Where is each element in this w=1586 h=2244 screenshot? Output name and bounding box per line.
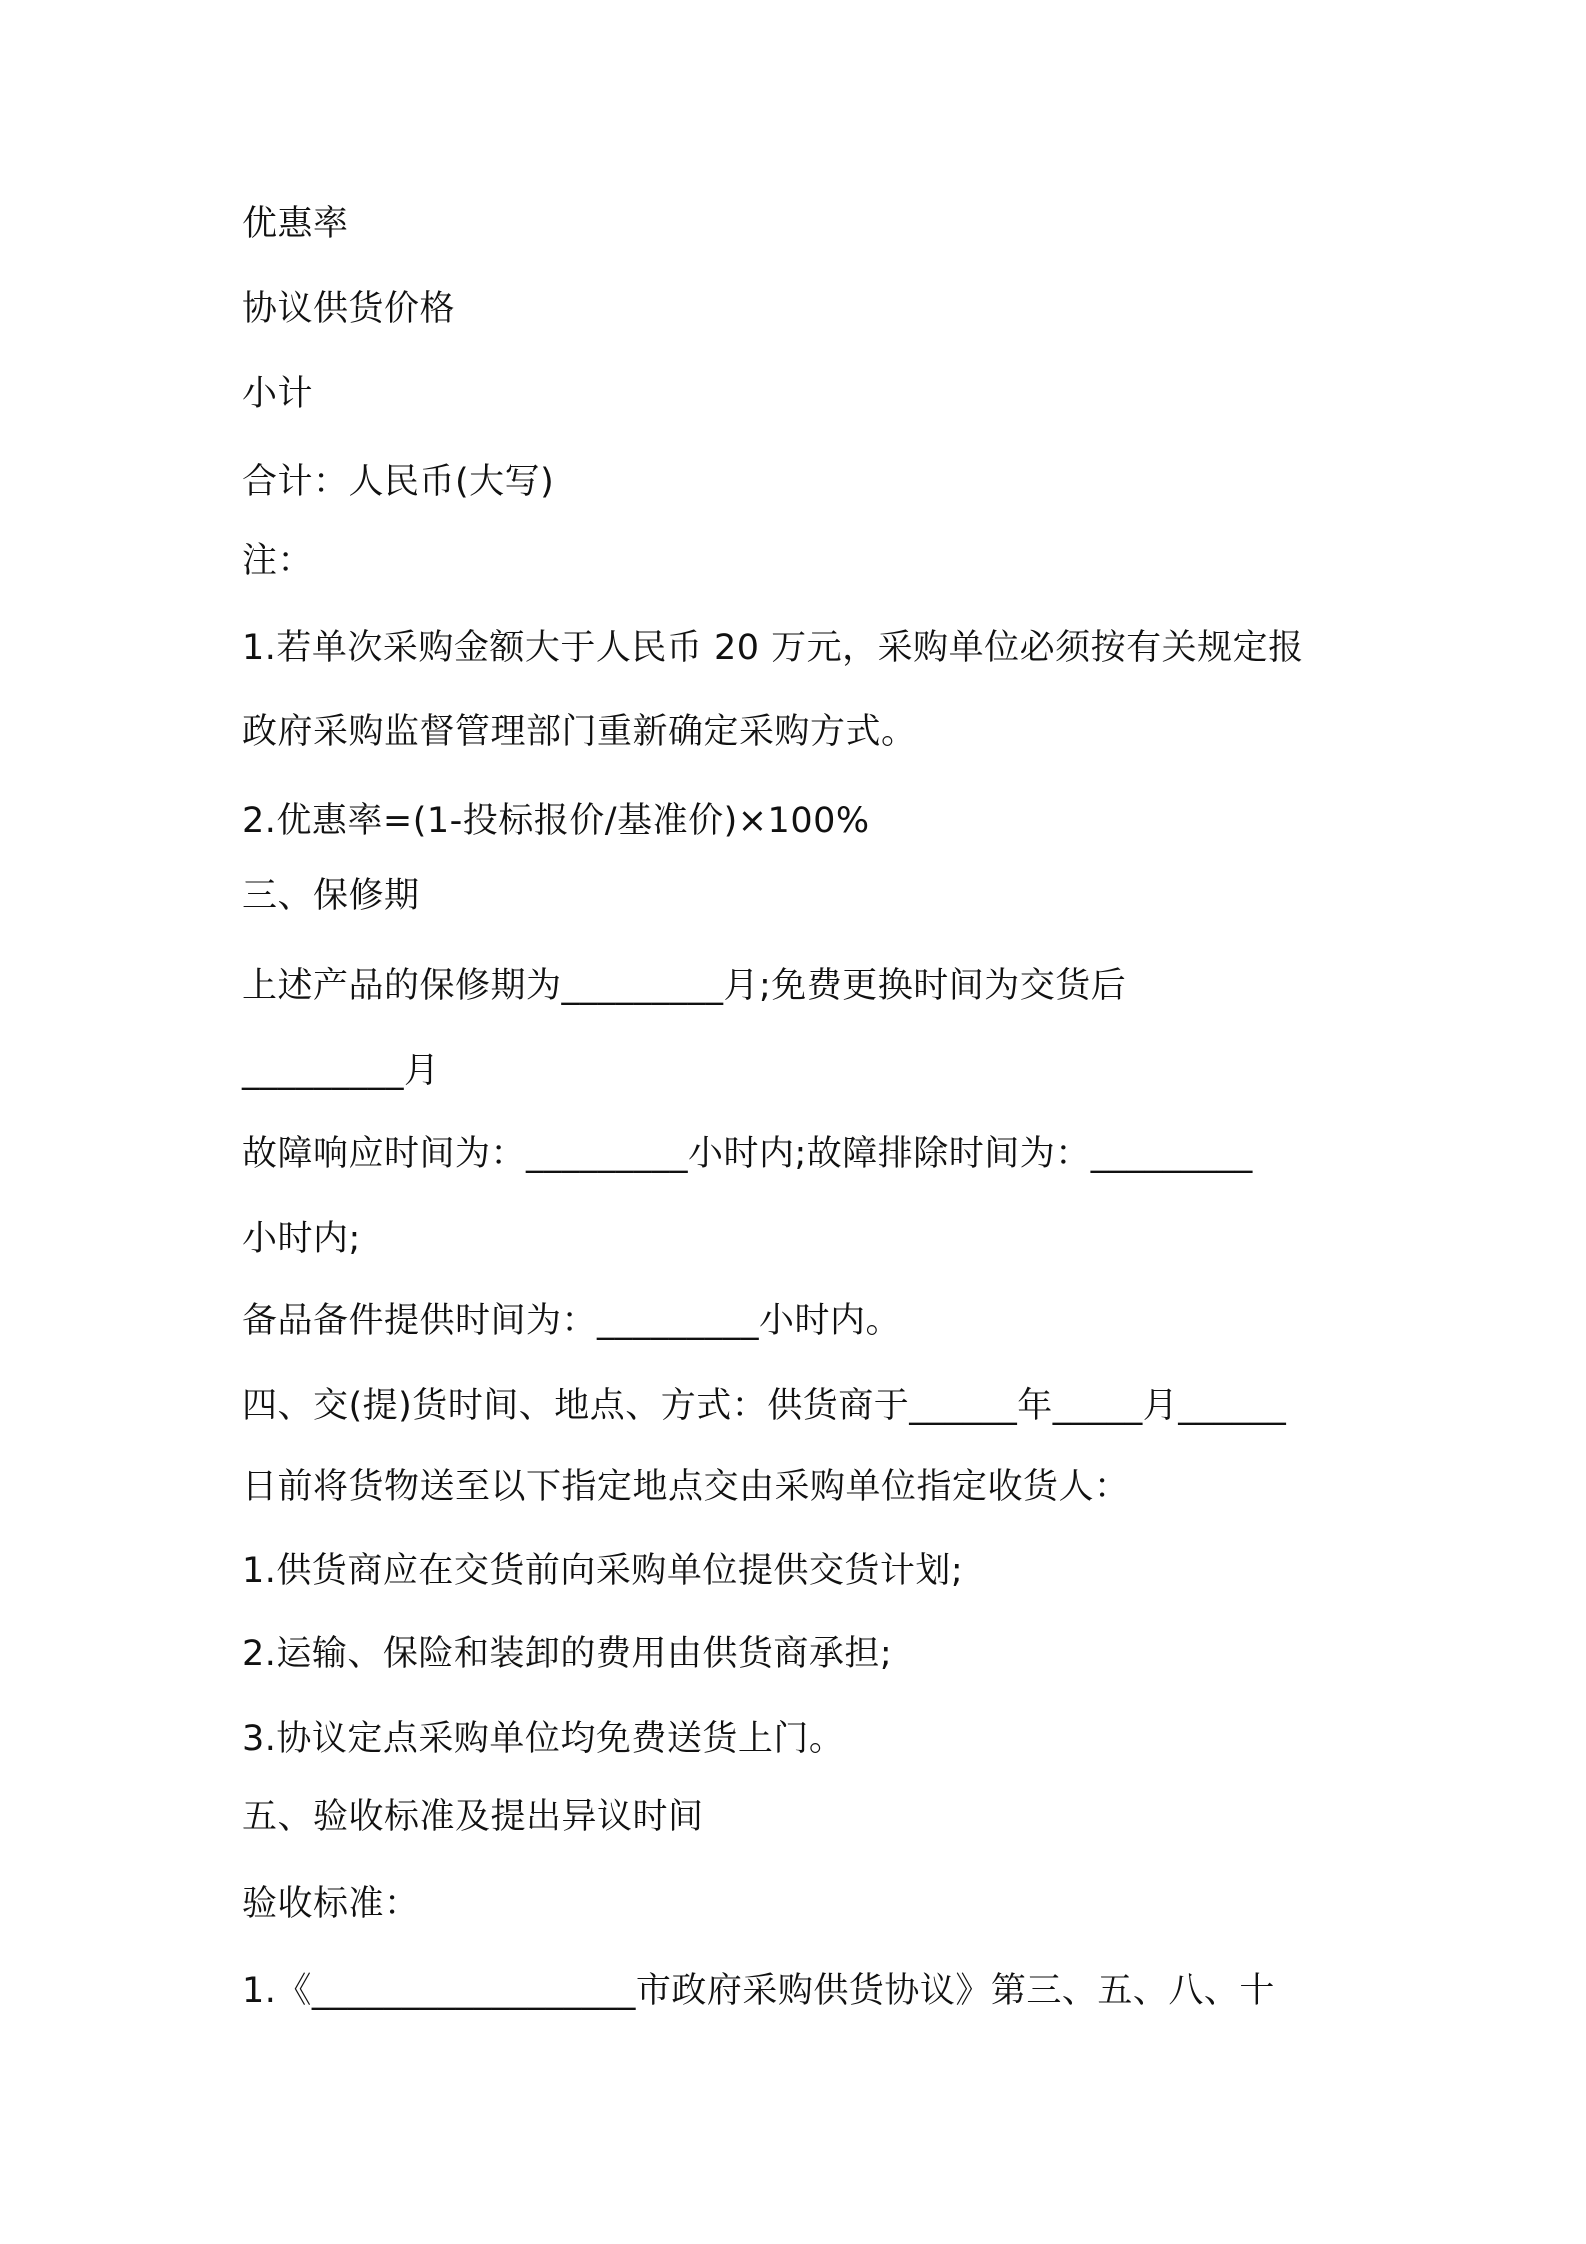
- text-line-total-rmb: 合计：人民币(大写): [242, 462, 555, 502]
- text-line-warranty-month: _________月: [242, 1051, 440, 1091]
- text-line-acceptance-standard: 验收标准：: [242, 1884, 420, 1924]
- text-line-note-2: 2.优惠率=(1-投标报价/基准价)×100%: [242, 801, 870, 841]
- section-heading-acceptance: 五、验收标准及提出异议时间: [242, 1797, 704, 1837]
- text-line-delivery-3: 3.协议定点采购单位均免费送货上门。: [242, 1719, 845, 1759]
- text-line-note-heading: 注：: [242, 541, 314, 581]
- section-heading-warranty: 三、保修期: [242, 876, 420, 916]
- text-line-delivery-1: 1.供货商应在交货前向采购单位提供交货计划;: [242, 1551, 964, 1591]
- text-line-discount-rate: 优惠率: [242, 204, 349, 244]
- text-line-delivery-location: 日前将货物送至以下指定地点交由采购单位指定收货人：: [242, 1467, 1130, 1507]
- text-line-note-1b: 政府采购监督管理部门重新确定采购方式。: [242, 712, 917, 752]
- text-line-acceptance-1: 1.《__________________市政府采购供货协议》第三、五、八、十: [242, 1971, 1275, 2011]
- text-line-delivery-2: 2.运输、保险和装卸的费用由供货商承担;: [242, 1634, 893, 1674]
- text-line-fault-hours: 小时内;: [242, 1219, 361, 1259]
- text-line-warranty-period: 上述产品的保修期为_________月;免费更换时间为交货后: [242, 966, 1127, 1006]
- section-heading-delivery: 四、交(提)货时间、地点、方式：供货商于______年_____月______: [242, 1386, 1287, 1426]
- text-line-subtotal: 小计: [242, 374, 314, 414]
- text-line-spare-parts: 备品备件提供时间为：_________小时内。: [242, 1301, 902, 1341]
- text-line-agreement-price: 协议供货价格: [242, 289, 456, 329]
- text-line-fault-response: 故障响应时间为：_________小时内;故障排除时间为：_________: [242, 1134, 1253, 1174]
- text-line-note-1a: 1.若单次采购金额大于人民币 20 万元，采购单位必须按有关规定报: [242, 628, 1304, 668]
